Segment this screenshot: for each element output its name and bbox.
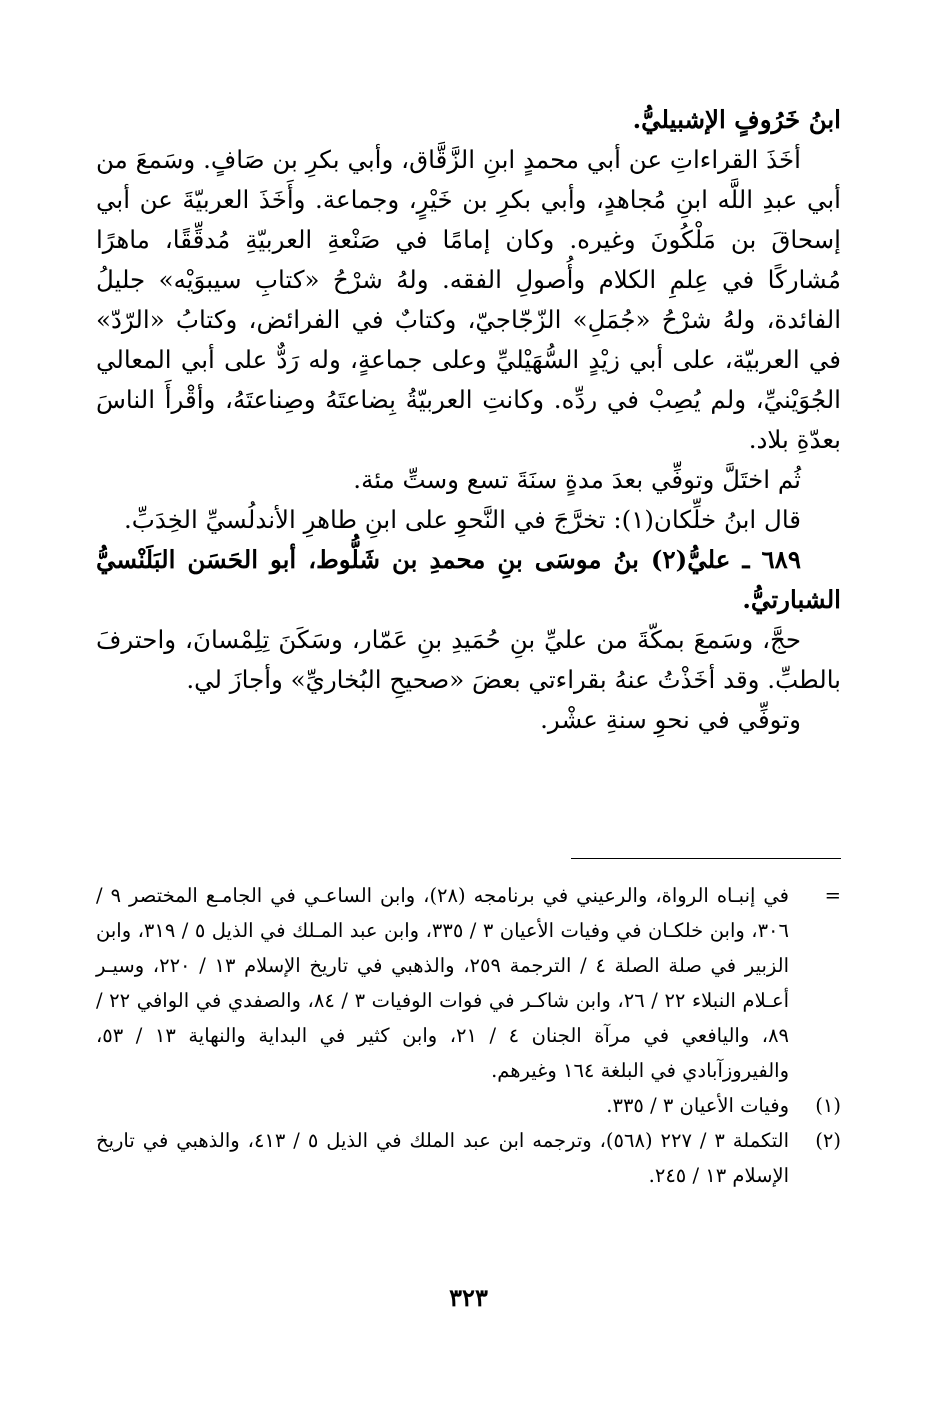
footnote-divider	[571, 858, 841, 859]
footnote-text: في إنبـاه الرواة، والرعيني في برنامجه (٢٨)، وابن الساعـي في الجامـع المختصر ٩ / ٣٠٦، وابن خلكـان في وفيات الأعيان ٣ / ٣٣٥، وابن عبد المـلك في الذيل ٥ / ٣١٩، وابن الزبير في صلة الصلة ٤ / الترجمة ٢٥٩، والذهبي في تاريخ الإسلام ١٣ / ٢٢٠، وسيـر أعـلام النبلاء ٢٢ / ٢٦، وابن شاكـر في فوات الوفيات ٣ / ٨٤، والصفدي في الوافي ٢٢ / ٨٩، واليافعي في مرآة الجنان ٤ / ٢١، وابن كثير في البداية والنهاية ١٣ / ٥٣، والفيروزآبادي في البلغة ١٦٤ وغيرهم.	[96, 884, 790, 1082]
entry-continuation-heading: ابنُ خَرُوفٍ الإشبيليُّ.	[632, 105, 841, 134]
footnotes	[96, 878, 841, 1193]
footnote-marker: (١)	[815, 1094, 841, 1117]
paragraph-entry-689: حجَّ، وسَمعَ بمكّةَ من عليِّ بنِ حُمَيدِ بنِ عَمّار، وسَكَنَ تِلِمْسانَ، واحترفَ بالطبِّ. وقد أخَذْتُ عنهُ بقراءتي بعضَ «صحيحِ البُخاريِّ» وأجازَ لي.	[96, 625, 841, 694]
entry-heading-689: ٦٨٩ ـ عليُّ(٢) بنُ موسَى بنِ محمدِ بن شَلُّوط، أبو الحَسَن البَلَنْسيُّ الشبارتيُّ.	[96, 545, 841, 614]
paragraph-entry-689-death: وتوفِّي في نحوِ سنةِ عشْر.	[540, 705, 801, 734]
paragraph-ibn-khallikan: قال ابنُ خلِّكان(١): تخرَّجَ في النَّحوِ على ابنِ طاهرِ الأندلُسيِّ الخِدَبِّ.	[124, 505, 801, 534]
paragraph-death: ثُم اختَلَّ وتوفِّي بعدَ مدةٍ سنَةَ تسع وستِّ مئة.	[353, 465, 801, 494]
footnote-marker: (٢)	[815, 1129, 841, 1152]
main-text	[96, 100, 841, 740]
footnote-text: وفيات الأعيان ٣ / ٣٣٥.	[606, 1094, 789, 1117]
footnote-marker: =	[824, 884, 841, 907]
footnote-2	[96, 1123, 841, 1193]
footnote-text: التكملة ٣ / ٢٢٧ (٥٦٨)، وترجمه ابن عبد الملك في الذيل ٥ / ٤١٣، والذهبي في تاريخ الإسلام ١٣ / ٢٤٥.	[96, 1129, 789, 1187]
page-number: ٣٢٣	[449, 1283, 488, 1312]
footnote-continuation	[96, 878, 841, 1088]
footnote-1	[96, 1088, 841, 1123]
page	[96, 100, 841, 1312]
paragraph-biography: أخَذَ القراءاتِ عن أبي محمدٍ ابنِ الزَّقَّاق، وأبي بكرِ بن صَافٍ. وسَمعَ من أبي عبدِ اللَّه ابنِ مُجاهدٍ، وأبي بكرِ بن خَيْرٍ، وجماعة. وأَخَذَ العربيّةَ عن أبي إسحاقَ بن مَلْكُونَ وغيره. وكان إمامًا في صَنْعةِ العربيّةِ مُدقِّقًا، ماهرًا مُشاركًا في عِلمِ الكلام وأُصولِ الفقه. ولهُ شرْحُ «كتابِ سيبوَيْه» جليلُ الفائدة، ولهُ شرْحُ «جُمَلِ» الزّجّاجيّ، وكتابٌ في الفرائض، وكتابُ «الرّدّ» في العربيّة، على أبي زيْدٍ السُّهَيْليِّ وعلى جماعةٍ، وله رَدٌّ على أبي المعالي الجُوَيْنيِّ، ولم يُصِبْ في ردِّه. وكانتِ العربيّةُ بِضاعتَهُ وصِناعتَهُ، وأقْرأَ الناسَ بعدّةِ بلاد.	[96, 145, 841, 454]
